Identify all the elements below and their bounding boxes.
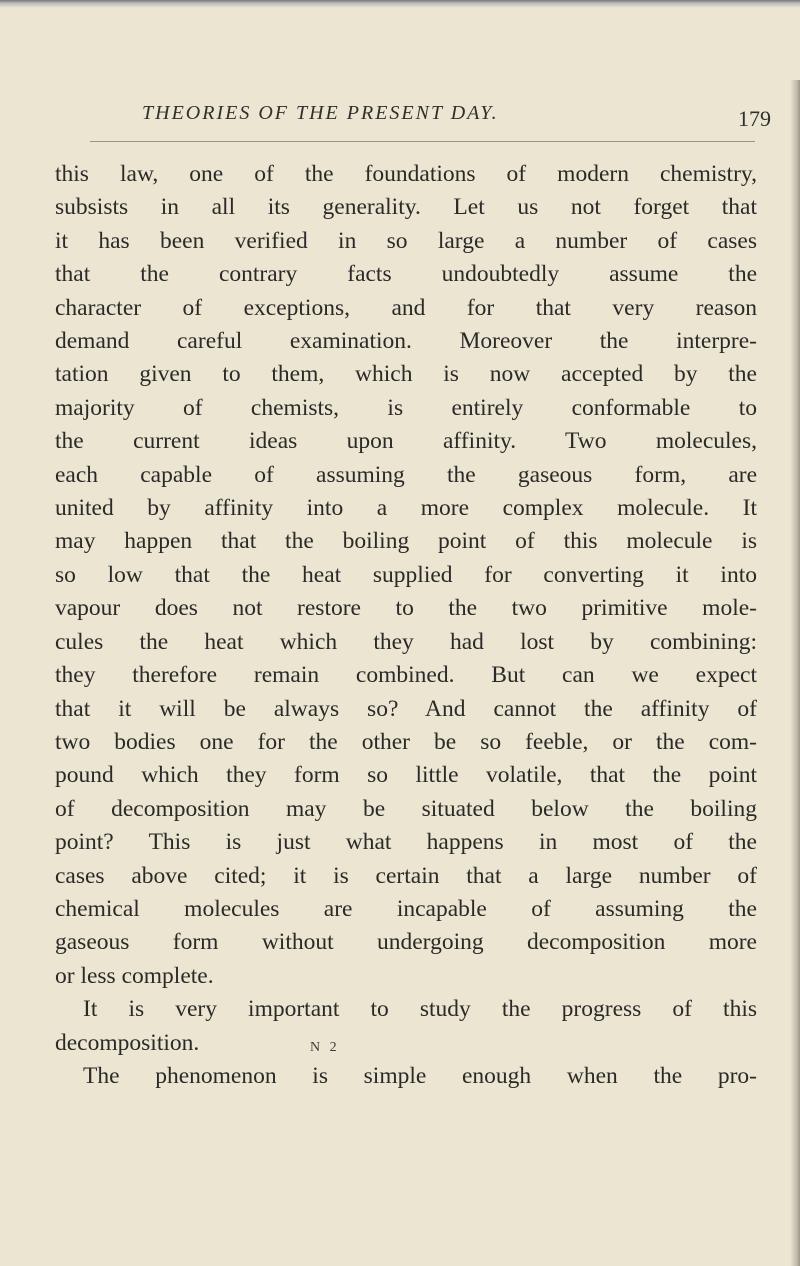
- text-line: it has been verified in so large a number of cases: [55, 227, 757, 254]
- text-line: demand careful examination. Moreover the interpre-: [55, 328, 757, 355]
- text-line: It is very important to study the progress of this: [83, 996, 757, 1023]
- text-line: majority of chemists, is entirely conformable to: [55, 394, 757, 421]
- text-line: the current ideas upon affinity. Two molecules,: [55, 428, 757, 455]
- text-line: each capable of assuming the gaseous form, are: [55, 461, 757, 488]
- text-line: pound which they form so little volatile, that the point: [55, 762, 757, 789]
- running-head: THEORIES OF THE PRESENT DAY.: [142, 102, 499, 124]
- text-line: cules the heat which they had lost by combining:: [55, 628, 757, 655]
- body-text: [55, 158, 757, 1093]
- page-number: 179: [738, 106, 771, 131]
- text-line: that the contrary facts undoubtedly assume the: [55, 261, 757, 288]
- text-line: tation given to them, which is now accepted by the: [55, 361, 757, 388]
- text-line: character of exceptions, and for that very reason: [55, 294, 757, 321]
- text-line: decomposition.: [55, 1029, 200, 1056]
- text-line: this law, one of the foundations of modern chemistry,: [55, 161, 757, 187]
- text-line: they therefore remain combined. But can we expect: [55, 662, 757, 689]
- text-line: so low that the heat supplied for converting it into: [55, 561, 757, 588]
- text-line: The phenomenon is simple enough when the pro-: [83, 1062, 757, 1089]
- text-line: two bodies one for the other be so feeble, or the com-: [55, 728, 757, 755]
- text-line: chemical molecules are incapable of assuming the: [55, 895, 757, 922]
- text-line: of decomposition may be situated below the boiling: [55, 795, 757, 822]
- text-line: that it will be always so? And cannot the affinity of: [55, 695, 757, 722]
- text-line: cases above cited; it is certain that a large number of: [55, 862, 757, 889]
- scan-top-shadow: [0, 0, 800, 8]
- header-rule: [90, 141, 755, 142]
- text-line: vapour does not restore to the two primitive mole-: [55, 595, 757, 622]
- text-line: may happen that the boiling point of this molecule is: [55, 528, 757, 555]
- text-line: subsists in all its generality. Let us not forget that: [55, 194, 757, 221]
- signature-mark: N 2: [310, 1040, 340, 1055]
- text-line: gaseous form without undergoing decomposition more: [55, 929, 757, 956]
- text-line: united by affinity into a more complex molecule. It: [55, 495, 757, 522]
- text-line: point? This is just what happens in most of the: [55, 829, 757, 856]
- scan-right-edge: [790, 80, 800, 1266]
- text-line: or less complete.: [55, 962, 214, 989]
